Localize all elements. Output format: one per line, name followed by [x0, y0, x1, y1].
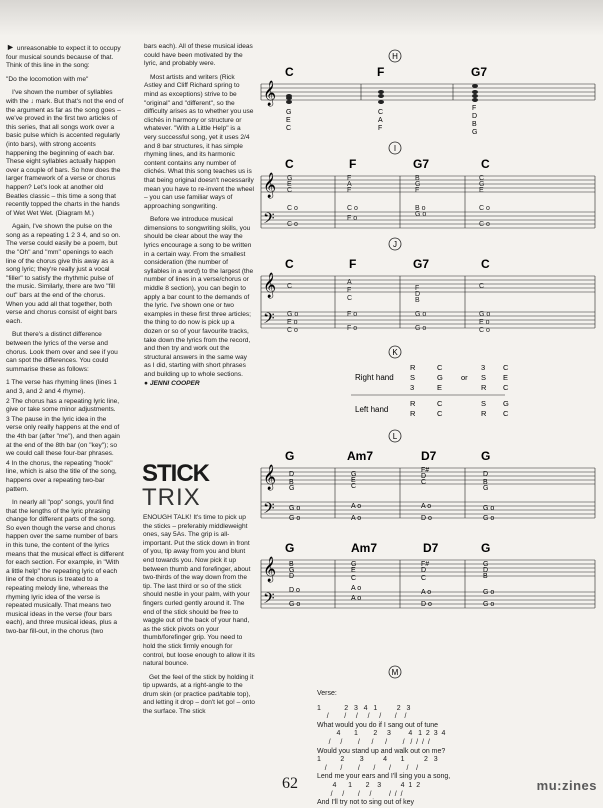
- svg-text:C o: C o: [479, 327, 490, 334]
- svg-text:C: C: [503, 363, 509, 372]
- svg-text:C o: C o: [347, 205, 358, 212]
- svg-text:F: F: [415, 187, 420, 194]
- verse-line: / / / / / / /: [317, 764, 419, 772]
- chord-i-4: C: [481, 157, 490, 171]
- stick-trix-body: [143, 514, 255, 722]
- chord-j-4: C: [481, 257, 490, 271]
- right-hand-label: Right hand: [355, 373, 394, 382]
- svg-text:G: G: [289, 485, 295, 492]
- svg-text:C: C: [421, 575, 427, 582]
- diagram-i: [261, 142, 595, 230]
- svg-text:C o: C o: [287, 327, 298, 334]
- svg-text:R: R: [410, 409, 416, 418]
- col1-quote: "Do the locomotion with me": [6, 75, 89, 83]
- svg-text:C: C: [437, 399, 443, 408]
- verse-line: 4 1 2 3 4 1 2: [317, 781, 421, 789]
- brand-logo[interactable]: mu:zines: [536, 778, 597, 793]
- svg-text:B: B: [415, 175, 420, 182]
- svg-text:𝄢: 𝄢: [263, 500, 275, 520]
- svg-text:𝄞: 𝄞: [263, 464, 277, 489]
- svg-text:B: B: [472, 121, 477, 128]
- svg-text:F: F: [415, 285, 420, 292]
- svg-text:D: D: [421, 567, 427, 574]
- article-column-2: [144, 43, 254, 393]
- svg-text:E: E: [503, 373, 509, 382]
- svg-text:Am7: Am7: [347, 449, 374, 463]
- svg-text:G o: G o: [289, 601, 301, 608]
- svg-text:G: G: [472, 129, 478, 136]
- svg-text:G o: G o: [483, 515, 495, 522]
- svg-text:C: C: [437, 363, 443, 372]
- svg-text:G: G: [286, 109, 292, 116]
- article-column-1: [6, 43, 124, 642]
- label-h: H: [392, 52, 398, 61]
- svg-text:C: C: [351, 483, 357, 490]
- svg-text:D: D: [483, 471, 489, 478]
- col1-p2: Again, I've shown the pulse on the song as a repeating 1 2 3 4, and so on. The verse could easily be a poem, but the "Oh" and "mm" openings to each line of the chorus give this away as a song lyric; they're really just a vocal "filler" to satisfy the rhythmic pulse of the music. Similarly, there are two "fill out" bars at the end of the chorus. When you add all that together, both verse and chorus consist of eight bars each.: [6, 223, 121, 325]
- col1-list-4: 4 In the chorus, the repeating "hook" line, which is also the title of the song, happens over a repeating two-bar pattern.: [6, 459, 117, 493]
- verse-heading: Verse:: [317, 690, 337, 697]
- svg-text:G: G: [437, 373, 443, 382]
- end-mark-icon: ●: [144, 379, 148, 387]
- svg-text:D7: D7: [421, 449, 437, 463]
- svg-text:G o: G o: [289, 515, 301, 522]
- svg-text:R: R: [481, 409, 487, 418]
- author-signature: JENNI COOPER: [149, 379, 200, 387]
- svg-text:F o: F o: [347, 311, 358, 318]
- svg-text:D: D: [472, 113, 478, 120]
- svg-text:C o: C o: [479, 205, 490, 212]
- svg-text:E o: E o: [479, 319, 490, 326]
- svg-text:A o: A o: [351, 595, 362, 602]
- svg-text:C: C: [287, 283, 293, 290]
- verse-line: Would you stand up and walk out on me?: [317, 747, 446, 755]
- label-m: M: [391, 668, 399, 677]
- svg-text:G: G: [285, 449, 295, 463]
- verse-line: 1 2 3 4 1 2 3: [317, 704, 411, 712]
- svg-text:E: E: [437, 383, 443, 392]
- svg-text:F: F: [378, 125, 383, 132]
- svg-text:F o: F o: [347, 215, 358, 222]
- svg-text:D o: D o: [421, 515, 432, 522]
- page-number: 62: [282, 775, 298, 792]
- svg-text:A o: A o: [421, 503, 432, 510]
- svg-text:D o: D o: [421, 601, 432, 608]
- svg-text:C: C: [479, 283, 485, 290]
- chord-i-3: G7: [413, 157, 430, 171]
- chord-j-3: G7: [413, 257, 430, 271]
- svg-text:G: G: [483, 561, 489, 568]
- chord-j-1: C: [285, 257, 294, 271]
- stick-trix-heading: [142, 462, 262, 510]
- svg-text:G: G: [351, 561, 357, 568]
- trix-title: TRIX: [142, 484, 201, 511]
- svg-text:𝄞: 𝄞: [263, 272, 277, 297]
- svg-text:F: F: [347, 175, 352, 182]
- treble-clef-icon: 𝄞: [263, 80, 277, 105]
- svg-text:C: C: [479, 175, 485, 182]
- svg-text:B: B: [289, 479, 294, 486]
- svg-text:D: D: [289, 573, 295, 580]
- chord-i-2: F: [349, 157, 357, 171]
- verse-line: And I'll try not to sing out of key: [317, 799, 415, 807]
- svg-text:A o: A o: [351, 585, 362, 592]
- svg-text:G: G: [481, 541, 491, 555]
- svg-text:G: G: [287, 175, 293, 182]
- diagram-j: [261, 238, 595, 334]
- svg-text:F#: F#: [421, 467, 430, 474]
- diagram-l: [261, 430, 595, 610]
- chord-h-3: G7: [471, 65, 488, 79]
- treble-clef-icon: 𝄞: [263, 172, 277, 197]
- svg-text:S: S: [481, 373, 487, 382]
- col1-p3: But there's a distinct difference between the lyrics of the verse and chorus. Look them over and see if you can spot the differences. You could summarise these as follows:: [6, 331, 118, 373]
- svg-text:C o: C o: [479, 221, 490, 228]
- chord-j-2: F: [349, 257, 357, 271]
- col1-list-1: 1 The verse has rhyming lines (lines 1 and 3, and 2 and 4 rhyme).: [6, 379, 117, 395]
- svg-text:G: G: [285, 541, 295, 555]
- svg-text:A: A: [347, 181, 352, 188]
- svg-text:C: C: [347, 295, 353, 302]
- svg-text:C o: C o: [287, 205, 298, 212]
- svg-text:F: F: [347, 187, 352, 194]
- verse-line: 1 2 3 4 1 2 3: [317, 756, 438, 764]
- label-k: K: [392, 348, 398, 357]
- svg-text:G: G: [479, 181, 485, 188]
- svg-text:or: or: [461, 373, 468, 382]
- svg-text:G: G: [481, 449, 491, 463]
- svg-text:G o: G o: [287, 311, 299, 318]
- verse-line: / / / / / / / / / /: [317, 738, 430, 746]
- svg-text:G o: G o: [483, 505, 495, 512]
- music-diagrams: [255, 0, 603, 800]
- svg-text:D: D: [421, 473, 427, 480]
- col1-list-3: 3 The pause in the lyric idea in the verse only really happens at the end of the 4th bar (after "me"), and then again at the end of the 8th bar (on "key"); so we could call these four-bar phrases.: [6, 415, 120, 458]
- arrow-icon: ►: [6, 42, 15, 52]
- svg-text:R: R: [410, 363, 416, 372]
- svg-text:C: C: [503, 409, 509, 418]
- col2-p2: Most artists and writers (Rick Astley and Cliff Richard spring to mind as exceptions) strive to be "original" and "different", so the difficulty arises as to whether you use clichés in harmony or structure or whatever. "With a Little Help" is a very successful song, yet it uses 2/4 and 8 bar structures, it has simple rhyming lines, and its harmonic content contains any number of clichés. What this song teaches us is that being original doesn't necessarily mean you have to re-invent the wheel – you can use familiar ways of approaching songwriting.: [144, 73, 254, 210]
- col1-lead: unreasonable to expect it to occupy four musical sounds because of that. Think of this line in the song:: [6, 45, 121, 70]
- svg-text:B o: B o: [415, 205, 426, 212]
- svg-text:C: C: [437, 409, 443, 418]
- svg-text:D o: D o: [289, 587, 300, 594]
- svg-text:R: R: [410, 399, 416, 408]
- label-l: L: [392, 432, 398, 441]
- svg-text:C: C: [351, 575, 357, 582]
- svg-text:A o: A o: [351, 503, 362, 510]
- diagram-k: [351, 346, 509, 418]
- chord-h-2: F: [377, 65, 385, 79]
- chord-h-1: C: [285, 65, 294, 79]
- svg-text:B: B: [415, 297, 420, 304]
- svg-text:C: C: [503, 383, 509, 392]
- svg-text:E o: E o: [287, 319, 298, 326]
- svg-text:B: B: [483, 573, 488, 580]
- svg-text:F#: F#: [421, 561, 430, 568]
- col1-list-2: 2 The chorus has a repeating lyric line, give or take some minor adjustments.: [6, 397, 120, 414]
- svg-text:B: B: [289, 561, 294, 568]
- svg-text:E: E: [287, 181, 292, 188]
- verse-line: / / / / / / /: [317, 713, 407, 721]
- svg-text:R: R: [481, 383, 487, 392]
- label-i: I: [393, 144, 397, 153]
- svg-text:A o: A o: [421, 589, 432, 596]
- svg-text:G o: G o: [415, 211, 427, 218]
- svg-text:G o: G o: [483, 589, 495, 596]
- chord-i-1: C: [285, 157, 294, 171]
- col1-p1: I've shown the number of syllables with the ↓ mark. But that's not the end of the argument as far as the song goes – we've proved in the first two articles of this series, that all songs work over a basic pulse which is accented regularly (into bars), with strong accents happening the beginning of each bar. These eight syllables actually happen over a couple of bars. So how does the larger framework of a verse or chorus happen? Let's look at another old Beatles classic – this time a song that recently topped the charts in the hands of Wet Wet Wet. (Diagram M.): [6, 89, 124, 217]
- stick-p2: Get the feel of the stick by holding it tip upwards, at a right-angle to the drum skin (or practice pad/table top), and letting it drop – don't let go! – onto the surface. The stick: [143, 673, 255, 716]
- svg-text:E: E: [286, 117, 291, 124]
- svg-text:𝄢: 𝄢: [263, 310, 275, 330]
- svg-text:D: D: [289, 471, 295, 478]
- svg-text:𝄞: 𝄞: [263, 556, 277, 581]
- svg-text:G o: G o: [415, 311, 427, 318]
- svg-text:D: D: [483, 567, 489, 574]
- svg-text:C: C: [378, 109, 384, 116]
- svg-text:3: 3: [481, 363, 486, 372]
- svg-text:A: A: [347, 279, 352, 286]
- svg-text:Am7: Am7: [351, 541, 378, 555]
- svg-text:E: E: [351, 567, 356, 574]
- col1-p4: In nearly all "pop" songs, you'll find that the lengths of the lyric phrasing change for different parts of the song. So even though the verse and chorus happen over the same number of bars in this tune, the content of the lyrics means that the musical effect is different for each section. For example, in "With a little help" the repeating lyric of each line of the chorus is treated to a repeating melody line, whereas the rhyming lyric idea of the verse is repeated musically. That means two musical ideas in the verse (four bars each), and three musical ideas, plus a two-bar fill-out, in the chorus (two: [6, 499, 124, 635]
- svg-text:G o: G o: [289, 505, 301, 512]
- svg-text:G: G: [503, 399, 509, 408]
- col2-p3: Before we introduce musical dimensions to songwriting skills, you should be clear about the way the lyrics encourage a song to be written in a certain way. From the smallest consideration (the number of syllables in a word) to the largest (the number of lines in a verse/chorus or middle 8 section), you can begin to apply a bar count to the demands of the lyric. I've shown one or two examples in these first three articles; the thing to do now is pick up a dozen or so of your favourite tracks, take down the lyrics from the record, and then try and work out the structural answers in the same way as I did, starting with short phrases and building up to whole sections.: [144, 216, 254, 378]
- svg-text:C: C: [286, 125, 292, 132]
- svg-text:A o: A o: [351, 515, 362, 522]
- svg-text:3: 3: [410, 383, 415, 392]
- svg-text:D: D: [415, 291, 421, 298]
- svg-text:A: A: [378, 117, 383, 124]
- svg-text:S: S: [481, 399, 487, 408]
- svg-text:G: G: [351, 471, 357, 478]
- svg-text:G o: G o: [415, 325, 427, 332]
- svg-text:S: S: [410, 373, 416, 382]
- stick-p1: ENOUGH TALK! It's time to pick up the sticks – preferably middleweight ones, say 5As. The grip is all-important. Put the stick down in front of you, tip away from you and blunt end towards you. Now pick it up between thumb and forefinger, about two-thirds of the way down from the tip. The last third or so of the stick should nestle in your palm, with your fingers curled gently around it. The end of the stick should be free to waggle out of the back of your hand, as the stick pivots on your thumb/forefinger grip. You need to hold the stick firmly enough for control, but loose enough to allow it its natural bounce.: [143, 514, 255, 668]
- bass-clef-icon: 𝄢: [263, 210, 275, 230]
- svg-text:𝄢: 𝄢: [263, 590, 275, 610]
- diagram-m: [389, 666, 401, 678]
- svg-text:G o: G o: [479, 311, 491, 318]
- svg-text:G: G: [483, 485, 489, 492]
- label-j: J: [393, 240, 397, 249]
- verse-line: Lend me your ears and I'll sing you a song,: [317, 773, 451, 781]
- svg-text:E: E: [351, 477, 356, 484]
- left-hand-label: Left hand: [355, 405, 389, 414]
- svg-text:C: C: [421, 479, 427, 486]
- svg-text:F: F: [472, 105, 477, 112]
- verse-line: / / / / / / /: [317, 790, 403, 798]
- diagram-h: [261, 50, 595, 136]
- svg-text:G: G: [289, 567, 295, 574]
- svg-text:B: B: [483, 479, 488, 486]
- svg-text:C o: C o: [287, 221, 298, 228]
- col2-p1: bars each). All of these musical ideas could have been motivated by the lyric, and probably were.: [144, 43, 253, 68]
- svg-text:F: F: [347, 287, 352, 294]
- svg-text:D7: D7: [423, 541, 439, 555]
- svg-text:E: E: [479, 187, 484, 194]
- svg-text:G: G: [415, 181, 421, 188]
- svg-text:C: C: [287, 187, 293, 194]
- verse-line: 4 1 2 3 4 1 2 3 4: [317, 730, 446, 738]
- verse-line: What would you do if I sang out of tune: [317, 721, 439, 729]
- stick-title: STICK: [142, 460, 209, 487]
- svg-text:G o: G o: [483, 601, 495, 608]
- svg-text:F o: F o: [347, 325, 358, 332]
